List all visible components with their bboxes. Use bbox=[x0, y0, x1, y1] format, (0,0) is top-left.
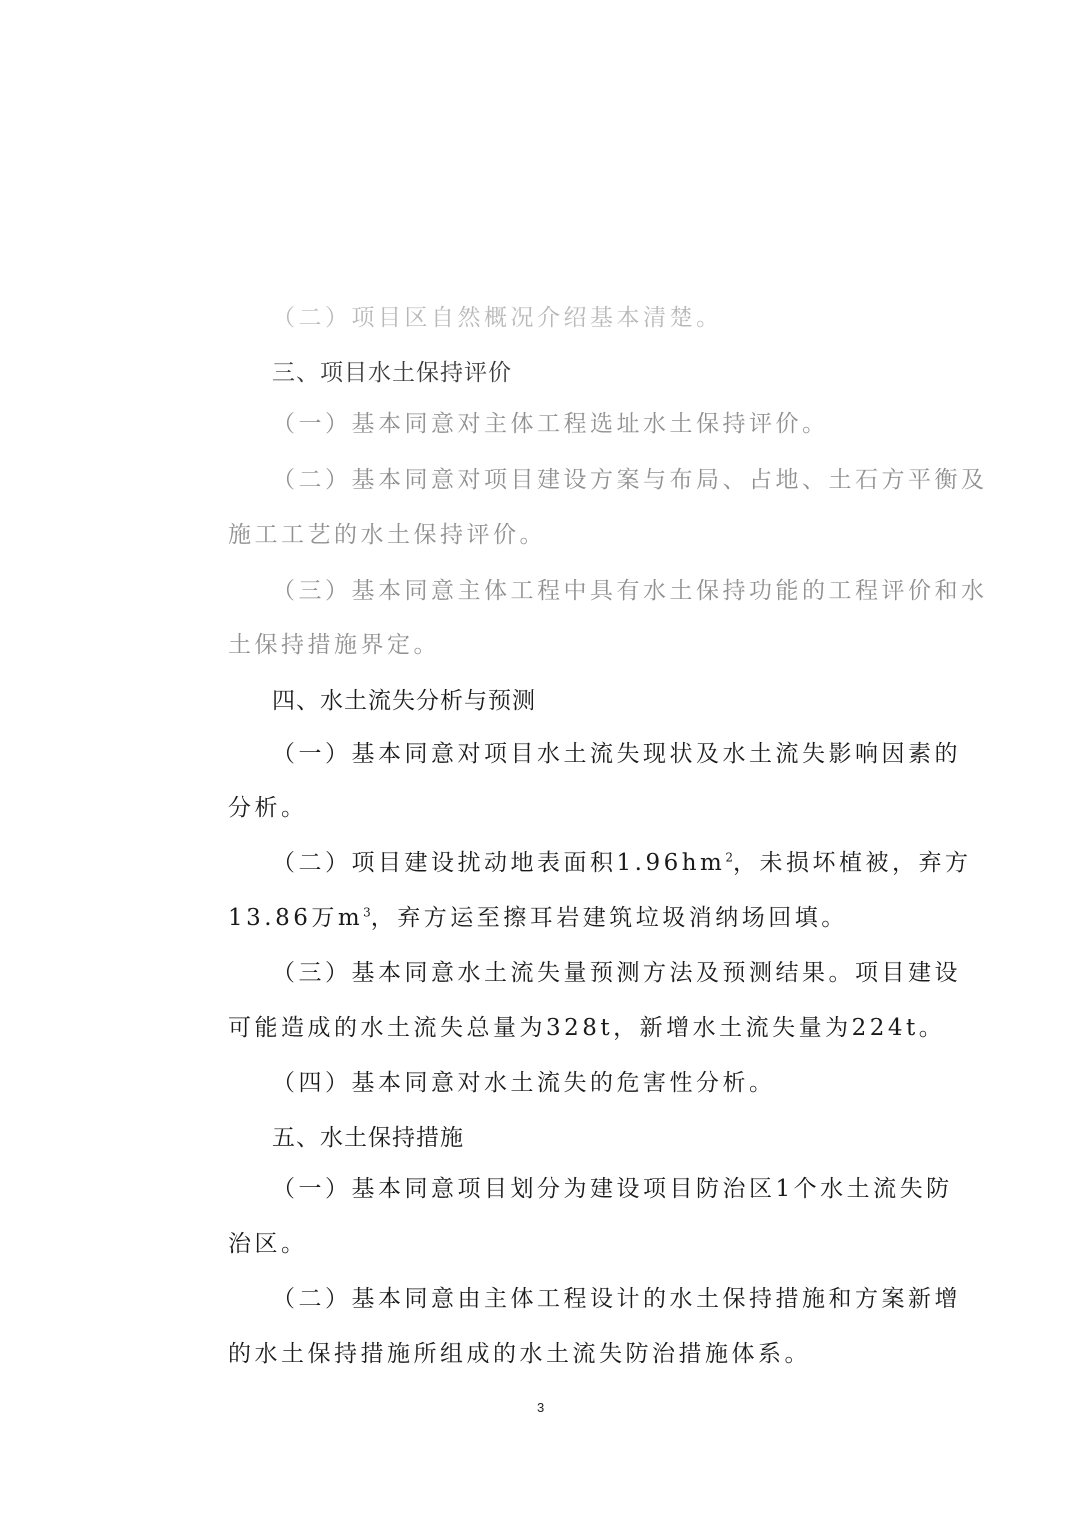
paragraph-4-1-line2: 分析。 bbox=[228, 795, 308, 821]
paragraph-4-2-text-b: ，未损坏植被，弃方 bbox=[732, 850, 972, 876]
paragraph-3-2-line1: （二）基本同意对项目建设方案与布局、占地、土石方平衡及 bbox=[272, 467, 988, 493]
section-heading-5: 五、水土保持措施 bbox=[272, 1125, 464, 1151]
paragraph-3-3-line2: 土保持措施界定。 bbox=[228, 632, 440, 658]
paragraph-4-2-line2 bbox=[228, 903, 848, 933]
paragraph-4-3-line2: 可能造成的水土流失总量为328t，新增水土流失量为224t。 bbox=[228, 1015, 946, 1041]
superscript-2: 2 bbox=[725, 850, 733, 865]
paragraph-4-2-text-d: ，弃方运至擦耳岩建筑垃圾消纳场回填。 bbox=[370, 905, 848, 931]
paragraph-4-1-line1: （一）基本同意对项目水土流失现状及水土流失影响因素的 bbox=[272, 741, 961, 767]
paragraph-3-2-line2: 施工工艺的水土保持评价。 bbox=[228, 522, 546, 548]
superscript-3: 3 bbox=[363, 905, 371, 920]
paragraph-4-2-text-a: （二）项目建设扰动地表面积1.96hm bbox=[272, 850, 726, 876]
paragraph-3-1: （一）基本同意对主体工程选址水土保持评价。 bbox=[272, 411, 829, 437]
paragraph-natural-overview: （二）项目区自然概况介绍基本清楚。 bbox=[272, 305, 723, 331]
paragraph-3-3-line1: （三）基本同意主体工程中具有水土保持功能的工程评价和水 bbox=[272, 578, 988, 604]
paragraph-4-2-line1 bbox=[272, 848, 971, 878]
paragraph-4-3-line1: （三）基本同意水土流失量预测方法及预测结果。项目建设 bbox=[272, 960, 961, 986]
paragraph-5-2-line2: 的水土保持措施所组成的水土流失防治措施体系。 bbox=[228, 1341, 811, 1367]
paragraph-4-4: （四）基本同意对水土流失的危害性分析。 bbox=[272, 1070, 776, 1096]
paragraph-5-1-line1: （一）基本同意项目划分为建设项目防治区1个水土流失防 bbox=[272, 1176, 953, 1202]
page-number: 3 bbox=[537, 1400, 545, 1415]
paragraph-4-2-text-c: 13.86万m bbox=[228, 905, 364, 931]
paragraph-5-2-line1: （二）基本同意由主体工程设计的水土保持措施和方案新增 bbox=[272, 1286, 961, 1312]
section-heading-3: 三、项目水土保持评价 bbox=[272, 360, 512, 386]
paragraph-5-1-line2: 治区。 bbox=[228, 1231, 308, 1257]
section-heading-4: 四、水土流失分析与预测 bbox=[272, 688, 536, 714]
